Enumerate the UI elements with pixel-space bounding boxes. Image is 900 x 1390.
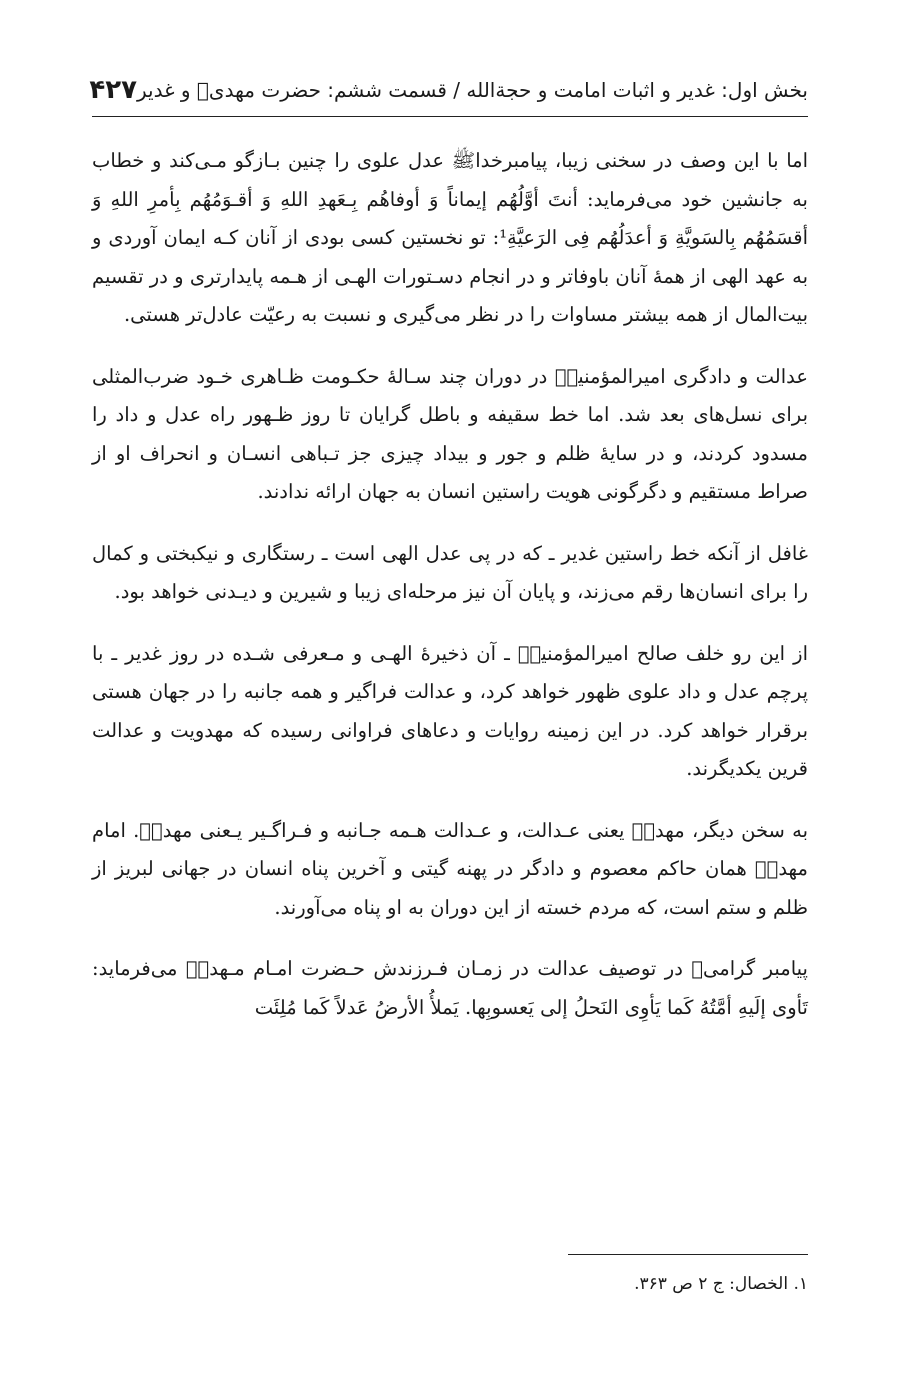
header-divider <box>92 116 808 117</box>
paragraph: از این رو خلف صالح امیرالمؤمنینؑ ـ آن ذخیرهٔ الهـی و مـعرفی شـده در روز غدیر ـ با پرچم عدل و داد علوی ظهور خواهد کرد، و عدالت فراگیر و همه جانبه را در جهان هستی برقرار خواهد کرد. در این زمینه روایات و دعاهای فراوانی رسیده که مهدویت و عدالت قرین یکدیگرند. <box>92 641 808 780</box>
footnote-divider <box>568 1254 808 1255</box>
paragraph: پیامبر گرامیﷺ در توصیف عدالت در زمـان فـرزندش حـضرت امـام مـهدیؑ می‌فرماید: تَأوی إلَیهِ أمَّتُهُ کَما یَأوِی النَحلُ إلی یَعسوبِها. یَملأُ الأرضُ عَدلاً کَما مُلِئَت <box>92 957 808 1019</box>
header-title: بخش اول: غدیر و اثبات امامت و حجةالله / قسمت ششم: حضرت مهدیؑ و غدیر <box>137 78 808 102</box>
paragraph: به سخن دیگر، مهدیؑ یعنی عـدالت، و عـدالت هـمه جـانبه و فـراگـیر یـعنی مهدیؑ. امام مهدیؑ همان حاکم معصوم و دادگر در پهنه گیتی و آخرین پناه انسان در جهانی لبریز از ظلم و ستم است، که مردم خسته از این دوران به او پناه می‌آورند. <box>92 818 808 919</box>
running-header <box>89 70 808 110</box>
main-text <box>92 142 808 1050</box>
paragraph: غافل از آنکه خط راستین غدیر ـ که در پی عدل الهی است ـ رستگاری و نیکبختی و کمال را برای انسان‌ها رقم می‌زند، و پایان آن نیز مرحله‌ای زیبا و شیرین و دیـدنی خواهد بود. <box>92 541 808 603</box>
paragraph: اما با این وصف در سخنی زیبا، پیامبرخداﷺ عدل علوی را چنین بـازگو مـی‌کند و خطاب به جانشین خود می‌فرماید: أنتَ أوَّلُهُم إیماناً وَ أوفاهُم بِـعَهدِ اللهِ وَ أقـوَمُهُم بِأمرِ اللهِ وَ أقسَمُهُم بِالسَویَّةِ وَ أعدَلُهُم فِی الرَعیَّةِ¹: تو نخستین کسی بودی از آنان کـه ایمان آوردی و به عهد الهی از همهٔ آنان باوفاتر و در انجام دسـتورات الهـی از هـمه پایدارتری و در تقسیم بیت‌المال از همه بیشتر مساوات را در نظر می‌گیری و نسبت به رعیّت عادل‌تر هستی. <box>92 149 808 326</box>
book-page <box>89 0 808 1390</box>
footnote: ۱. الخصال: ج ۲ ص ۳۶۳. <box>634 1274 808 1294</box>
paragraph: عدالت و دادگری امیرالمؤمنینؑ در دوران چند سـالهٔ حکـومت ظـاهری خـود ضرب‌المثلی برای نسل‌های بعد شد. اما خط سقیفه و باطل گرایان تا روز ظـهور راه عدل و داد را مسدود کردند، و در سایهٔ ظلم و جور و بیداد چیزی جز تـباهی انسـان و انحراف او از صراط مستقیم و دگرگونی هویت راستین انسان به جهان ارائه ندادند. <box>92 364 808 503</box>
page-number: ۴۲۷ <box>89 75 137 105</box>
